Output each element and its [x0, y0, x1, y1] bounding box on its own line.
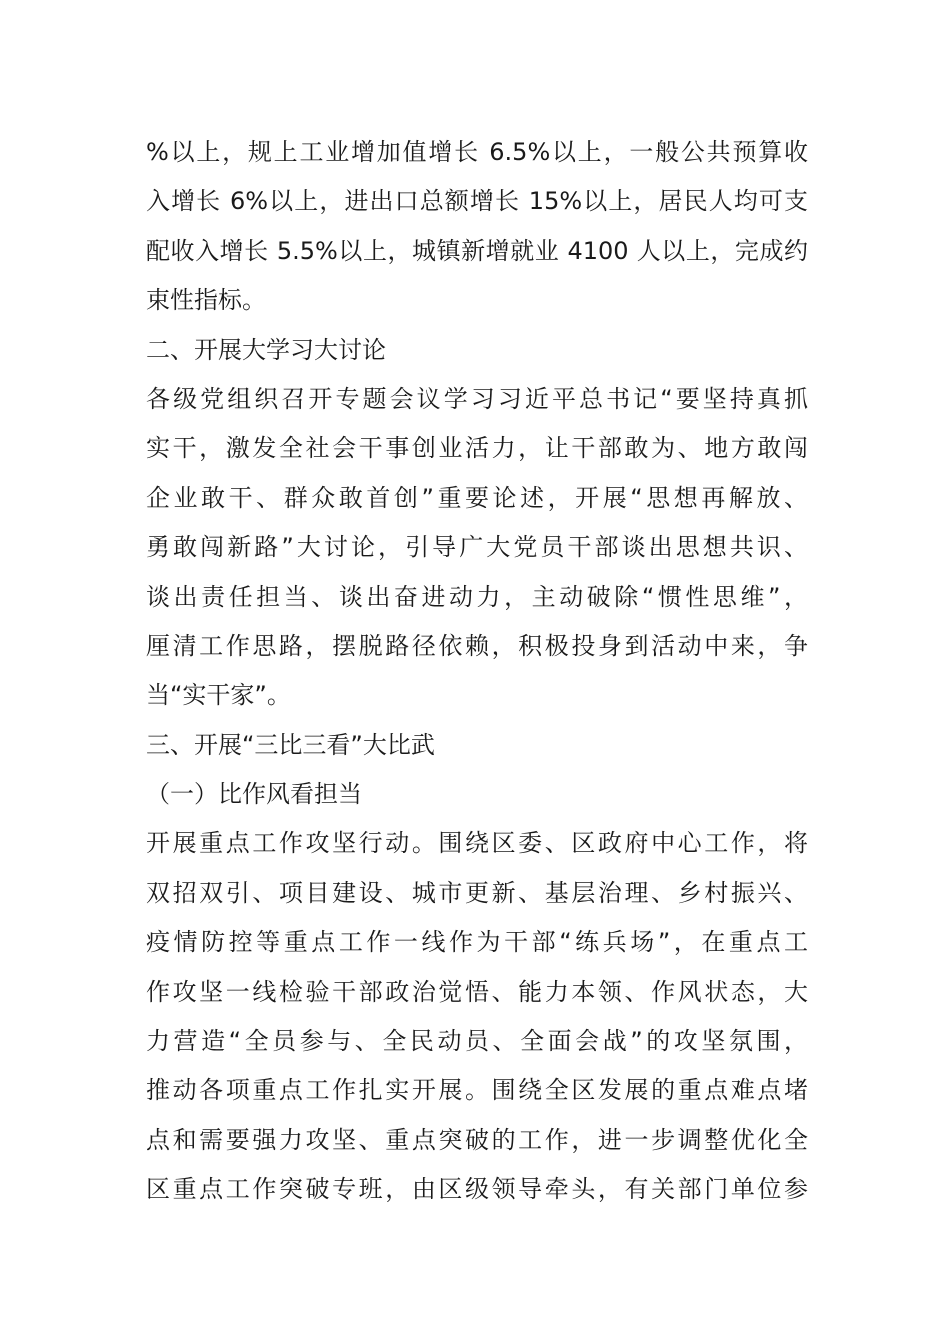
text-line: %以上，规上工业增加值增长 6.5%以上，一般公共预算收: [146, 138, 808, 166]
text-line: 点和需要强力攻坚、重点突破的工作，进一步调整优化全: [146, 1125, 808, 1154]
text-line: 力营造“全员参与、全民动员、全面会战”的攻坚氛围，: [146, 1027, 808, 1056]
text-line: 实干，激发全社会干事创业活力，让干部敢为、地方敢闯: [146, 434, 808, 463]
text-line: 区重点工作突破专班，由区级领导牵头，有关部门单位参: [146, 1175, 808, 1204]
text-line: 厘清工作思路，摆脱路径依赖，积极投身到活动中来，争: [146, 631, 808, 660]
section-heading: 三、开展“三比三看”大比武: [146, 730, 435, 759]
text-line: 开展重点工作攻坚行动。围绕区委、区政府中心工作，将: [146, 829, 808, 858]
text-line: 作攻坚一线检验干部政治觉悟、能力本领、作风状态，大: [146, 977, 808, 1006]
text-line: 当“实干家”。: [146, 681, 291, 710]
text-line: 企业敢干、群众敢首创”重要论述，开展“思想再解放、: [146, 483, 808, 512]
subsection-heading: （一）比作风看担当: [146, 780, 362, 809]
section-heading: 二、开展大学习大讨论: [146, 335, 386, 364]
text-line: 配收入增长 5.5%以上，城镇新增就业 4100 人以上，完成约: [146, 236, 808, 265]
text-line: 束性指标。: [146, 286, 266, 315]
text-line: 勇敢闯新路”大讨论，引导广大党员干部谈出思想共识、: [146, 533, 808, 562]
text-line: 谈出责任担当、谈出奋进动力，主动破除“惯性思维”，: [146, 582, 808, 611]
text-line: 各级党组织召开专题会议学习习近平总书记“要坚持真抓: [146, 384, 808, 413]
text-line: 疫情防控等重点工作一线作为干部“练兵场”，在重点工: [146, 928, 808, 957]
text-line: 双招双引、项目建设、城市更新、基层治理、乡村振兴、: [146, 878, 808, 907]
document-page: [146, 128, 808, 1215]
text-line: 入增长 6%以上，进出口总额增长 15%以上，居民人均可支: [146, 187, 808, 216]
text-line: 推动各项重点工作扎实开展。围绕全区发展的重点难点堵: [146, 1076, 808, 1105]
